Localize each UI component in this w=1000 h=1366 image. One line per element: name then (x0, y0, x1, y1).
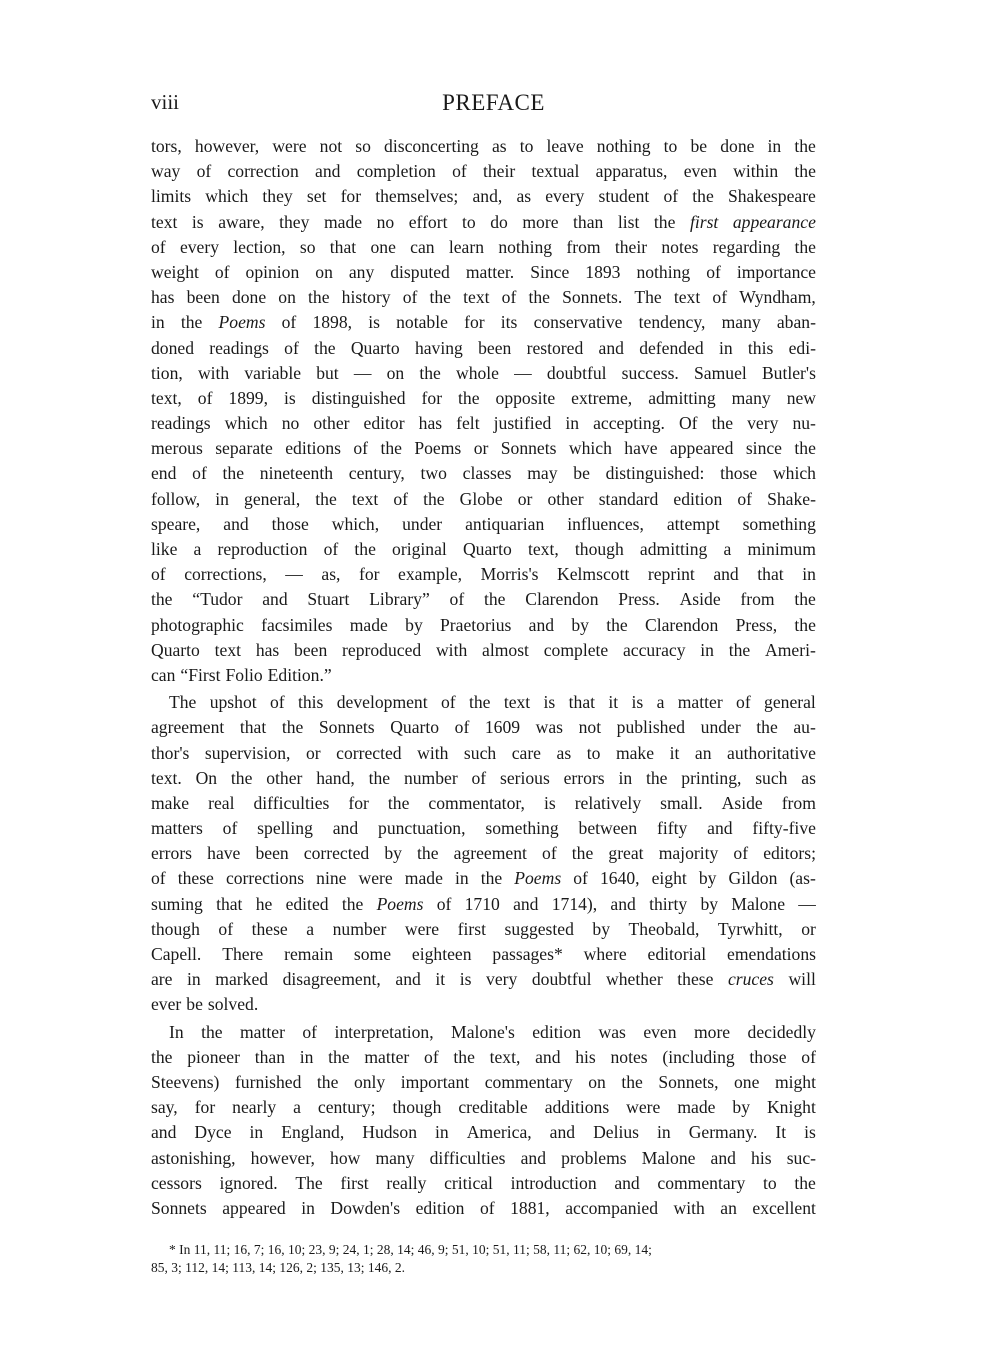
text-line: text is aware, they made no effort to do more than list the first appearance (151, 211, 816, 232)
text-line: follow, in general, the text of the Globe or other standard edition of Shake- (151, 488, 816, 509)
book-page (151, 88, 816, 1277)
text-line: of corrections, — as, for example, Morris's Kelmscott reprint and that in (151, 564, 816, 585)
text-line: the “Tudor and Stuart Library” of the Clarendon Press. Aside from the (151, 589, 816, 610)
text-line: tion, with variable but — on the whole — doubtful success. Samuel Butler's (151, 362, 816, 383)
text-line: Capell. There remain some eighteen passages* where editorial emendations (151, 944, 816, 964)
text-line: ever be solved. (151, 994, 259, 1015)
text-line: end of the nineteenth century, two classes may be distinguished: those which (151, 463, 816, 484)
text-line: make real difficulties for the commentator, is relatively small. Aside from (151, 792, 816, 813)
text-line: of every lection, so that one can learn nothing from their notes regarding the (151, 236, 816, 257)
text-line: limits which they set for themselves; and, as every student of the Shakespeare (151, 186, 816, 207)
text-line: though of these a number were first suggested by Theobald, Tyrwhitt, or (151, 918, 816, 939)
footnote-line: * In 11, 11; 16, 7; 16, 10; 23, 9; 24, 1; 28, 14; 46, 9; 51, 10; 51, 11; 58, 11; 62, 10; 69, 14; (169, 1242, 652, 1258)
page-number: viii (151, 90, 180, 114)
text-line: has been done on the history of the text of the Sonnets. The text of Wyndham, (151, 287, 816, 308)
footnote (151, 1241, 816, 1277)
text-line: Steevens) furnished the only important commentary on the Sonnets, one might (151, 1071, 816, 1092)
text-line: speare, and those which, under antiquarian influences, attempt something (151, 513, 816, 534)
running-head: PREFACE (442, 90, 545, 115)
footnote-line: 85, 3; 112, 14; 113, 14; 126, 2; 135, 13; 146, 2. (151, 1260, 406, 1276)
text-line: astonishing, however, how many difficulties and problems Malone and his suc- (151, 1147, 816, 1168)
text-line: errors have been corrected by the agreement of the great majority of editors; (151, 843, 816, 864)
text-line: and Dyce in England, Hudson in America, and Delius in Germany. It is (151, 1122, 816, 1143)
text-line: the pioneer than in the matter of the text, and his notes (including those of (151, 1046, 816, 1067)
text-line: readings which no other editor has felt justified in accepting. Of the very nu- (151, 413, 816, 434)
text-line: tors, however, were not so disconcerting as to leave nothing to be done in the (151, 136, 816, 156)
text-line: like a reproduction of the original Quarto text, though admitting a minimum (151, 539, 816, 559)
text-line: weight of opinion on any disputed matter. Since 1893 nothing of importance (151, 261, 816, 282)
body-text (151, 134, 816, 1221)
page-header (151, 88, 816, 124)
text-line: agreement that the Sonnets Quarto of 1609 was not published under the au- (151, 717, 816, 738)
text-line: Quarto text has been reproduced with almost complete accuracy in the Ameri- (151, 639, 816, 660)
text-line: cessors ignored. The first really critical introduction and commentary to the (151, 1172, 816, 1193)
text-line: of these corrections nine were made in the Poems of 1640, eight by Gildon (as- (151, 868, 816, 889)
paragraph (151, 1020, 816, 1222)
paragraph (151, 690, 816, 1017)
text-line: way of correction and completion of their textual apparatus, even within the (151, 161, 816, 182)
text-line: text, of 1899, is distinguished for the opposite extreme, admitting many new (151, 387, 816, 408)
text-line: text. On the other hand, the number of serious errors in the printing, such as (151, 767, 816, 788)
text-line: In the matter of interpretation, Malone's edition was even more decidedly (169, 1021, 816, 1042)
text-line: doned readings of the Quarto having been restored and defended in this edi- (151, 337, 816, 358)
text-line: matters of spelling and punctuation, something between fifty and fifty-five (151, 818, 816, 839)
text-line: can “First Folio Edition.” (151, 664, 332, 685)
text-line: thor's supervision, or corrected with such care as to make it an authoritative (151, 742, 816, 763)
text-line: photographic facsimiles made by Praetorius and by the Clarendon Press, the (151, 614, 816, 635)
text-line: merous separate editions of the Poems or Sonnets which have appeared since the (151, 438, 816, 459)
text-line: say, for nearly a century; though creditable additions were made by Knight (151, 1097, 816, 1118)
text-line: in the Poems of 1898, is notable for its conservative tendency, many aban- (151, 312, 816, 333)
text-line: suming that he edited the Poems of 1710 and 1714), and thirty by Malone — (151, 893, 816, 914)
paragraph (151, 134, 816, 688)
text-line: The upshot of this development of the text is that it is a matter of general (169, 692, 816, 713)
text-line: Sonnets appeared in Dowden's edition of 1881, accompanied with an excellent (151, 1197, 816, 1218)
text-line: are in marked disagreement, and it is very doubtful whether these cruces will (151, 969, 816, 990)
